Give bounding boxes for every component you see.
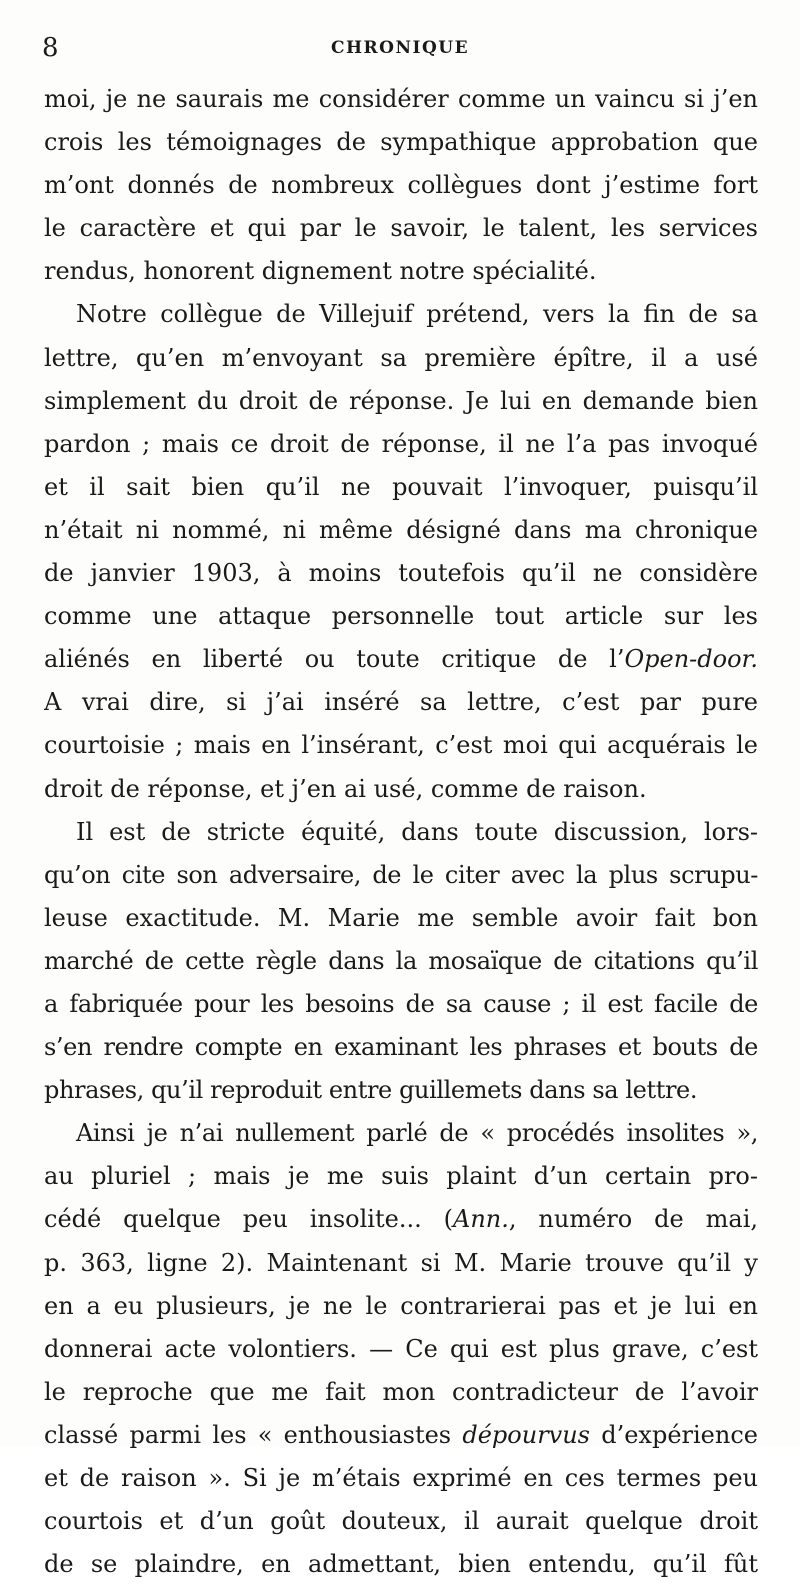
text-line: s’en rendre compte en examinant les phrases et bouts de [44, 1033, 758, 1062]
text-line: marché de cette règle dans la mosaïque de citations qu’il [44, 946, 758, 975]
text-segment: classé parmi les « enthousiastes [44, 1420, 463, 1449]
text-line: au pluriel ; mais je me suis plaint d’un certain pro- [44, 1162, 758, 1191]
text-line: p. 363, ligne 2). Maintenant si M. Marie trouve qu’il y [44, 1248, 758, 1277]
italic-segment: Ann. [453, 1205, 509, 1234]
text-line: qu’on cite son adversaire, de le citer avec la plus scrupu- [44, 860, 758, 889]
text-line: leuse exactitude. M. Marie me semble avoir fait bon [44, 903, 758, 932]
text-line [44, 638, 758, 681]
text-line: n’était ni nommé, ni même désigné dans ma chronique [44, 515, 758, 544]
text-segment: aliénés en liberté ou toute critique de l’ [44, 645, 625, 674]
text-line: Il est de stricte équité, dans toute discussion, lors- [76, 817, 758, 846]
text-line: droit de réponse, et j’en ai usé, comme de raison. [44, 774, 647, 803]
text-line: A vrai dire, si j’ai inséré sa lettre, c’est par pure [44, 688, 758, 717]
text-line: pardon ; mais ce droit de réponse, il ne l’a pas invoqué [44, 429, 758, 458]
italic-segment: dépourvus [462, 1420, 590, 1449]
text-line: de se plaindre, en admettant, bien entendu, qu’il fût [44, 1550, 758, 1579]
text-body [44, 78, 758, 1586]
text-line: et il sait bien qu’il ne pouvait l’invoquer, puisqu’il [44, 472, 758, 501]
text-segment: d’expérience [590, 1420, 758, 1449]
text-segment: , numéro de mai, [508, 1205, 758, 1234]
text-line: courtoisie ; mais en l’insérant, c’est moi qui acquérais le [44, 731, 758, 760]
text-line: courtois et d’un goût douteux, il aurait quelque droit [44, 1507, 758, 1536]
text-line: donnerai acte volontiers. — Ce qui est plus grave, c’est [44, 1334, 758, 1363]
running-head [42, 30, 758, 66]
text-line: m’ont donnés de nombreux collègues dont j’estime fort [44, 171, 758, 200]
text-line: Ainsi je n’ai nullement parlé de « procédés insolites », [76, 1119, 758, 1148]
text-line: le reproche que me fait mon contradicteur de l’avoir [44, 1377, 758, 1406]
text-line: crois les témoignages de sympathique approbation que [44, 128, 758, 157]
running-title: CHRONIQUE [330, 38, 470, 58]
text-line: simplement du droit de réponse. Je lui en demande bien [44, 386, 758, 415]
text-line: rendus, honorent dignement notre spécialité. [44, 257, 597, 286]
italic-segment: Open-door. [624, 645, 758, 674]
text-line [44, 1414, 758, 1457]
text-line: Notre collègue de Villejuif prétend, vers la fin de sa [76, 300, 758, 329]
text-line: comme une attaque personnelle tout article sur les [44, 602, 758, 631]
text-line: de janvier 1903, à moins toutefois qu’il ne considère [44, 559, 758, 588]
text-line: le caractère et qui par le savoir, le talent, les services [44, 214, 758, 243]
text-line: lettre, qu’en m’envoyant sa première épître, il a usé [44, 343, 758, 372]
text-line: moi, je ne saurais me considérer comme un vaincu si j’en [44, 85, 758, 113]
text-line: en a eu plusieurs, je ne le contrarierai pas et je lui en [44, 1291, 758, 1320]
text-line: a fabriquée pour les besoins de sa cause ; il est facile de [44, 989, 758, 1018]
text-line: phrases, qu’il reproduit entre guillemets dans sa lettre. [44, 1076, 698, 1105]
page-number: 8 [42, 33, 59, 63]
text-line [44, 1198, 758, 1241]
text-line: et de raison ». Si je m’étais exprimé en ces termes peu [44, 1464, 758, 1492]
text-segment: cédé quelque peu insolite... ( [44, 1205, 453, 1234]
